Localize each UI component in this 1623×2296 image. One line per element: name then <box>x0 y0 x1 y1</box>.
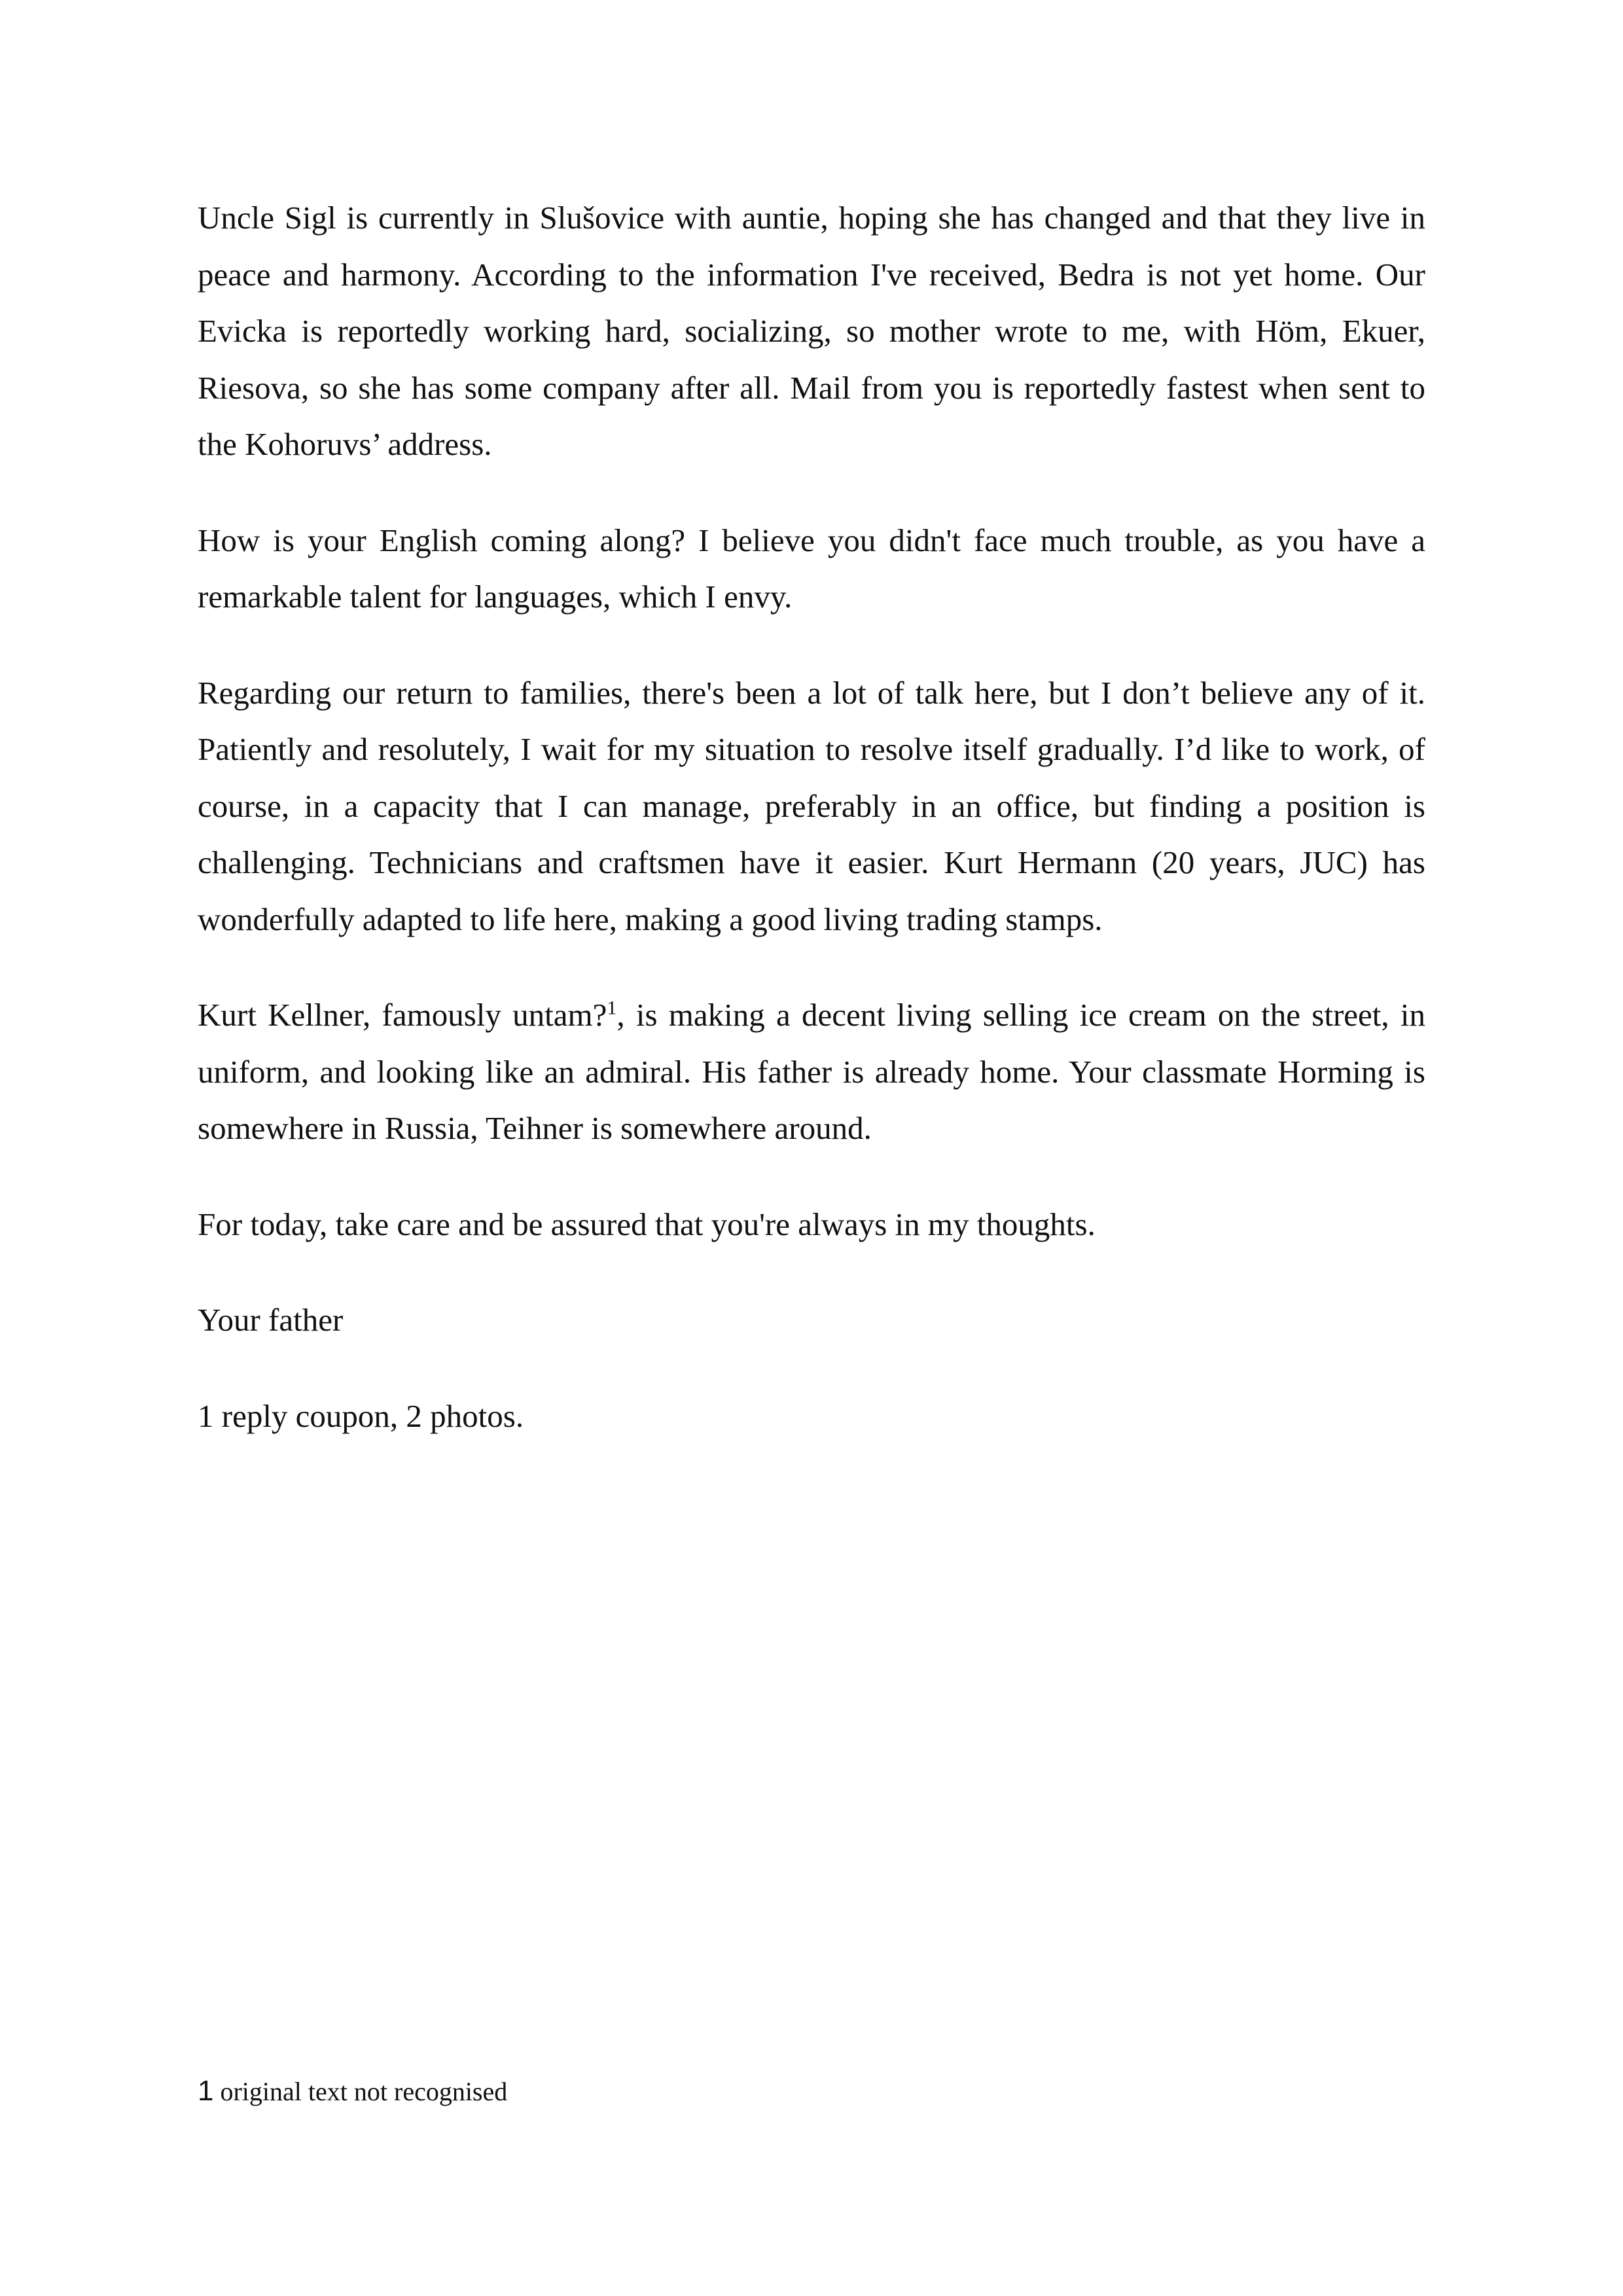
paragraph-return-to-families: Regarding our return to families, there's been a lot of talk here, but I don’t believe any of it. Patiently and resolutely, I wait for my situation to resolve itself gradually. I’d like to work, of course, in a capacity that I can manage, preferably in an office, but finding a position is challenging. Technicians and craftsmen have it easier. Kurt Hermann (20 years, JUC) has wonderfully adapted to life here, making a good living trading stamps. <box>198 674 1425 937</box>
kellner-text-end: , is making a decent living selling ice cream on the street, in uniform, and looking like an admiral. His father is already home. Your classmate Horming is somewhere in Russia, Teihner is somewhere around. <box>198 997 1425 1146</box>
footnote <box>198 2075 507 2108</box>
enclosures-note: 1 reply coupon, 2 photos. <box>198 1397 524 1434</box>
footnote-number: 1 <box>198 2075 214 2107</box>
letter-body <box>198 190 1425 1484</box>
footnote-marker: 1 <box>607 997 617 1019</box>
paragraph-kurt-kellner <box>198 987 1425 1157</box>
signature: Your father <box>198 1302 344 1338</box>
kellner-text-start: Kurt Kellner, famously untam? <box>198 997 607 1033</box>
paragraph-family-news: Uncle Sigl is currently in Slušovice with auntie, hoping she has changed and that they live in peace and harmony. According to the information I've received, Bedra is not yet home. Our Evicka is reportedly working hard, socializing, so mother wrote to me, with Höm, Ekuer, Riesova, so she has some company after all. Mail from you is reportedly fastest when sent to the Kohoruvs’ address. <box>198 200 1425 462</box>
closing-line: For today, take care and be assured that you're always in my thoughts. <box>198 1206 1096 1242</box>
paragraph-english: How is your English coming along? I believe you didn't face much trouble, as you have a remarkable talent for languages, which I envy. <box>198 522 1425 615</box>
footnote-text: original text not recognised <box>213 2077 508 2106</box>
